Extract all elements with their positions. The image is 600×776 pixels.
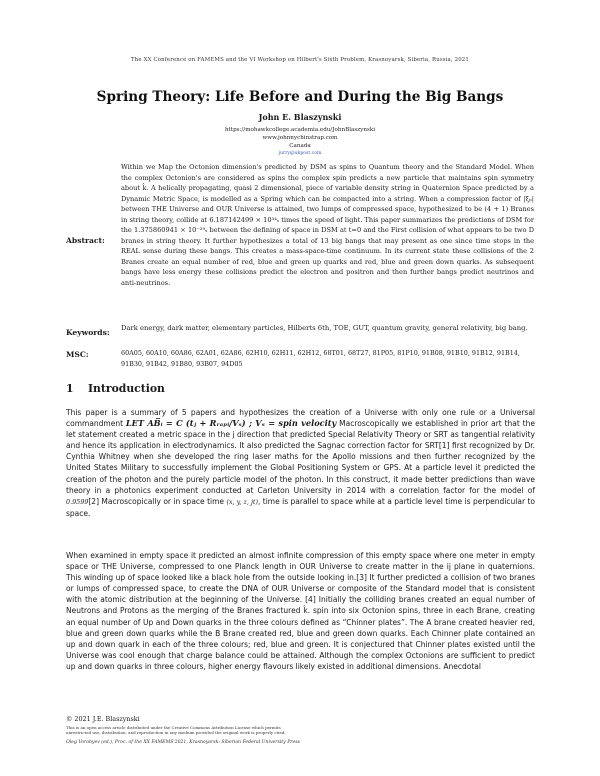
p1-text-c: [2] Macroscopically or in space time	[88, 496, 225, 506]
abstract-text: Within we Map the Octonion dimension's predicted by DSM as spins to Quantum theory and the Standard Model. When the complex Octonion's are considered as spins the complex spin predicts a new particle that maintains spin symmetry about k̂. A helically propagating, quasi 2 dimensional, piece of variable density string in Quaternion Space predicted by a Dynamic Metric Space, is modelled as a Spring which can be compacted into a string. When a compression factor of |ξₚ| between THE Universe and OUR Universe is attained, two lumps of compressed space, hypothesized to be (4 + 1) Branes in string theory, collide at 6.187142499 × 10³⁴ₛ times the speed of light. This paper summarizes the predictions of DSM for the 1.375860941 × 10⁻²⁹ₛ between the defining of space in DSM at t=0 and the First collision of what appears to be two D branes in string theory. It further hypothesizes a total of 13 big bangs that may present as one since time stops in the REAL sense during these bangs. This creates a mass-space-time continuum. In its current state these collisions of the 2 Branes create an equal number of red, blue and green up quarks and red, blue and green down quarks. As subsequent bangs have less energy these collisions predict the electron and positron and then further bangs predict neutrinos and anti-neutrinos.	[121, 163, 534, 287]
proceedings-citation: Oleg Vorobyev (ed.), Proc. of the XX FAMEMS'2021, Krasnoyarsk: Siberian Federal University Press	[66, 740, 300, 746]
license-line-2: unrestricted use, distribution, and reproduction in any medium provided the original work is properly cited.	[66, 730, 286, 736]
copyright-notice: © 2021 J.E. Blaszynski	[66, 715, 140, 723]
author-country: Canada	[289, 143, 311, 149]
spacetime-coordinates: (x, y, z, jt)	[226, 497, 258, 506]
p1-text-d: , time is parallel to space while at a particle level time is perpendicular to space.	[66, 496, 535, 518]
msc-codes: 60A05, 60A10, 60A86, 62A01, 62A86, 62H10, 62H11, 62H12, 68T01, 68T27, 81P05, 81P10, 91B08, 91B10, 91B12, 91B14, 91B30, 91B42, 91B80, 93B07, 94D05	[121, 349, 520, 368]
section-heading	[66, 382, 165, 395]
keywords-text: Dark energy, dark matter, elementary particles, Hilberts 6th, TOE, GUT, quantum gravity, general relativity, big bang.	[121, 324, 528, 332]
page-footer	[66, 715, 535, 745]
author-url-academia[interactable]: https://mohawkcollege.academia.edu/JohnBlaszynski	[224, 127, 375, 133]
author-url-website[interactable]: www.johnnychinstrap.com	[262, 135, 338, 141]
section-title: Introduction	[88, 382, 165, 395]
msc-label: MSC:	[66, 350, 89, 359]
author-name: John E. Blaszynski	[258, 112, 342, 122]
author-email[interactable]: jurry@ukpost.com	[278, 151, 322, 156]
running-head: The XX Conference on FAMEMS and the VI Workshop on Hilbert's Sixth Problem, Krasnoyarsk, Siberia, Russia, 2021	[131, 57, 469, 63]
universal-commandment-equation: LET AB̅ᵢ = C (tⱼ + Rᵣₐₚᵢ/Vₛ) ; Vₛ = spin velocity	[125, 418, 337, 429]
intro-paragraph-2: When examined in empty space it predicted an almost infinite compression of this empty space where one meter in empty space or THE Universe, compressed to one Planck length in OUR Universe to create matter in the ij plane in quaternions. This winding up of space looked like a black hole from the outside looking in.[3] It further predicted a collision of two branes or lumps of compressed space, to create the DNA of OUR Universe or composite of the Standard model that is consistent with the atomic distribution at the beginning of the Universe. [4] Initially the colliding branes created an equal number of Neutrons and Protons as the merging of the Branes fractured k̂. spin into six Octonion spins, three in each Brane, creating an equal number of Up and Down quarks in the three colours defined as “Chinner plates”. The A brane created heavier red, blue and green down quarks while the B Brane created red, blue and green down quarks. Each Chinner plate contained an up and down quark in each of the three colours; red, blue and green. It is conjectured that Chinner plates existed until the Universe was cool enough that charge balance could be attained. Although the complex Octonions are sufficient to predict up and down quarks in three colours, higher energy flavours likely existed in additional dimensions. Anecdotal	[66, 551, 535, 671]
license-line-1: This is an open access article distributed under the Creative Commons Attribution License which permits	[66, 725, 281, 730]
paper-title: Spring Theory: Life Before and During the Big Bangs	[96, 89, 504, 105]
section-number: 1	[66, 382, 74, 395]
intro-paragraph-1	[66, 407, 535, 519]
keywords-label: Keywords:	[66, 328, 110, 337]
p1-text-a: This paper is a summary of 5 papers and hypothesizes the creation of a Universe with only one rule or a Universal commandment	[66, 408, 535, 429]
p1-text-b: Macroscopically we established in prior art that the let statement created a metric space in the j direction that predicted Special Relativity Theory or SRT as tangential relativity and hence its application in electrodynamics. It also predicted the Sagnac correction factor for SRT[1] first recognized by Dr. Cynthia Whitney when she developed the ring laser maths for the Apollo missions and then further recognized by the United States Military to successfully implement the Global Positioning System or GPS. At a particle level it predicted the creation of the photon and the purely particle model of the photon. In this construct, it made better predictions than wave theory in a photonics experiment conducted at Carleton University in 2014 with a correlation factor for the model of	[66, 419, 535, 495]
correlation-factor: 0.9599	[66, 497, 89, 506]
abstract-label: Abstract:	[66, 236, 105, 245]
